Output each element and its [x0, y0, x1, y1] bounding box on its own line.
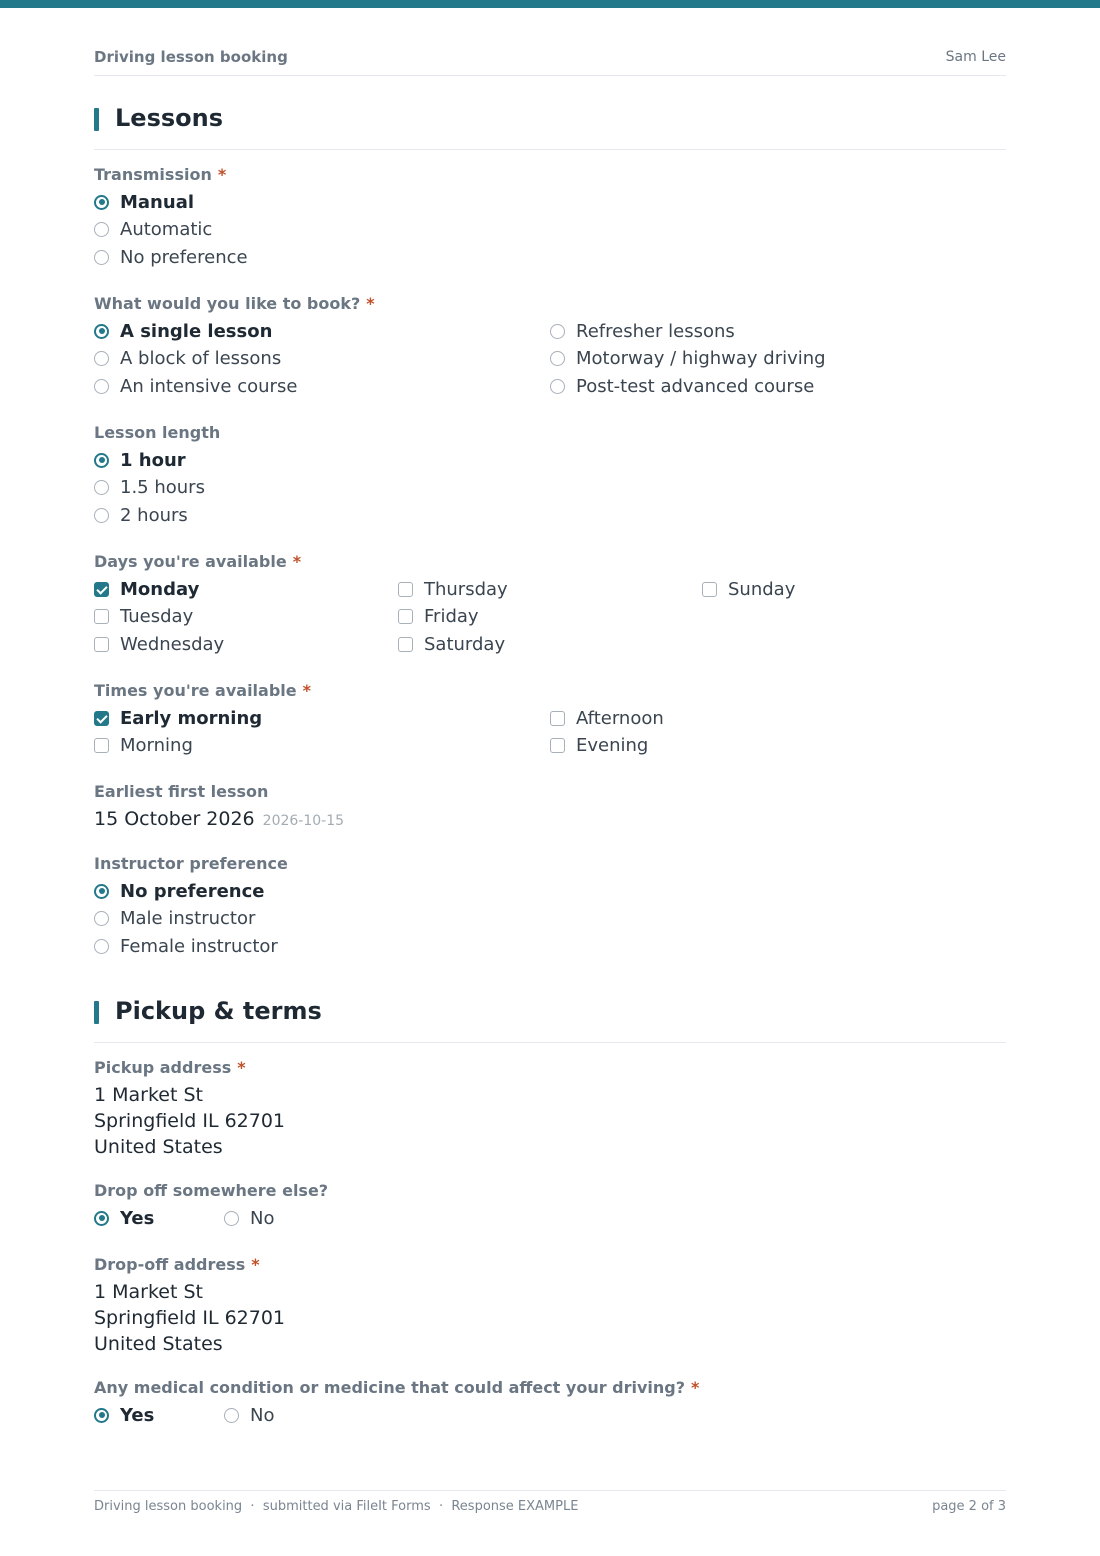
required-marker: *	[237, 1058, 246, 1077]
times-label: Times you're available *	[94, 681, 311, 700]
radio-icon	[94, 379, 109, 394]
transmission-option-no-preference[interactable]: No preference	[94, 245, 248, 269]
checkbox-icon	[398, 637, 413, 652]
section-pickup-terms	[94, 997, 1006, 1043]
medical-option-yes[interactable]: Yes	[94, 1403, 154, 1427]
checkbox-icon	[550, 711, 565, 726]
days-label: Days you're available *	[94, 552, 302, 571]
section-marker	[94, 108, 99, 131]
booking-option-refresher[interactable]: Refresher lessons	[550, 319, 735, 343]
user-name: Sam Lee	[945, 49, 1006, 65]
checkbox-icon	[398, 582, 413, 597]
booking-option-motorway[interactable]: Motorway / highway driving	[550, 346, 826, 370]
required-marker: *	[251, 1255, 260, 1274]
radio-icon	[94, 222, 109, 237]
time-option-evening[interactable]: Evening	[550, 733, 648, 757]
pickup-address-line: United States	[94, 1136, 223, 1158]
instructor-label: Instructor preference	[94, 854, 288, 873]
radio-selected-icon	[94, 453, 109, 468]
page-header	[94, 48, 1006, 76]
checkbox-icon	[94, 637, 109, 652]
booking-option-block[interactable]: A block of lessons	[94, 346, 281, 370]
required-marker: *	[302, 681, 311, 700]
day-option-sunday[interactable]: Sunday	[702, 577, 795, 601]
checkbox-checked-icon	[94, 711, 109, 726]
radio-icon	[94, 351, 109, 366]
section-lessons	[94, 104, 1006, 150]
checkbox-icon	[702, 582, 717, 597]
transmission-option-manual[interactable]: Manual	[94, 190, 194, 214]
day-option-tuesday[interactable]: Tuesday	[94, 604, 193, 628]
earliest-lesson-label: Earliest first lesson	[94, 782, 269, 801]
top-accent-bar	[0, 0, 1100, 8]
radio-icon	[550, 379, 565, 394]
instructor-option-male[interactable]: Male instructor	[94, 906, 255, 930]
form-title: Driving lesson booking	[94, 48, 288, 66]
radio-icon	[550, 351, 565, 366]
dropoff-address-line: Springfield IL 62701	[94, 1307, 286, 1329]
required-marker: *	[366, 294, 375, 313]
pickup-address-line: 1 Market St	[94, 1084, 203, 1106]
drop-off-elsewhere-label: Drop off somewhere else?	[94, 1181, 329, 1200]
radio-selected-icon	[94, 195, 109, 210]
radio-selected-icon	[94, 884, 109, 899]
pickup-address-label: Pickup address *	[94, 1058, 246, 1077]
dropoff-address-line: 1 Market St	[94, 1281, 203, 1303]
radio-selected-icon	[94, 1211, 109, 1226]
day-option-wednesday[interactable]: Wednesday	[94, 632, 224, 656]
lesson-length-label: Lesson length	[94, 423, 221, 442]
checkbox-icon	[94, 609, 109, 624]
transmission-option-automatic[interactable]: Automatic	[94, 217, 212, 241]
required-marker: *	[217, 165, 227, 184]
checkbox-icon	[398, 609, 413, 624]
drop-off-option-no[interactable]: No	[224, 1206, 274, 1230]
transmission-label: Transmission *	[94, 165, 227, 184]
checkbox-icon	[550, 738, 565, 753]
section-title: Pickup & terms	[115, 997, 322, 1025]
time-option-afternoon[interactable]: Afternoon	[550, 706, 664, 730]
page-footer	[94, 1490, 1006, 1520]
medical-option-no[interactable]: No	[224, 1403, 274, 1427]
day-option-saturday[interactable]: Saturday	[398, 632, 505, 656]
drop-off-option-yes[interactable]: Yes	[94, 1206, 154, 1230]
booking-option-intensive[interactable]: An intensive course	[94, 374, 297, 398]
instructor-option-female[interactable]: Female instructor	[94, 934, 278, 958]
radio-icon	[94, 508, 109, 523]
length-option-2h[interactable]: 2 hours	[94, 503, 188, 527]
radio-icon	[94, 939, 109, 954]
radio-icon	[94, 911, 109, 926]
radio-icon	[224, 1211, 239, 1226]
section-title: Lessons	[115, 104, 223, 132]
radio-icon	[550, 324, 565, 339]
required-marker: *	[691, 1378, 700, 1397]
time-option-early-morning[interactable]: Early morning	[94, 706, 262, 730]
radio-icon	[94, 250, 109, 265]
footer-info: Driving lesson booking · submitted via FileIt Forms · Response EXAMPLE	[94, 1499, 579, 1514]
checkbox-checked-icon	[94, 582, 109, 597]
time-option-morning[interactable]: Morning	[94, 733, 193, 757]
day-option-thursday[interactable]: Thursday	[398, 577, 508, 601]
radio-icon	[94, 480, 109, 495]
dropoff-address-line: United States	[94, 1333, 223, 1355]
booking-option-post-test[interactable]: Post-test advanced course	[550, 374, 814, 398]
page-number: page 2 of 3	[932, 1499, 1006, 1514]
earliest-lesson-iso: 2026-10-15	[262, 813, 345, 829]
booking-type-label: What would you like to book? *	[94, 294, 375, 313]
section-marker	[94, 1001, 99, 1024]
radio-icon	[224, 1408, 239, 1423]
earliest-lesson-value: 15 October 2026 2026-10-15	[94, 808, 345, 830]
instructor-option-no-preference[interactable]: No preference	[94, 879, 264, 903]
checkbox-icon	[94, 738, 109, 753]
medical-label: Any medical condition or medicine that could affect your driving? *	[94, 1378, 700, 1397]
radio-selected-icon	[94, 1408, 109, 1423]
length-option-1-5h[interactable]: 1.5 hours	[94, 475, 205, 499]
required-marker: *	[292, 552, 302, 571]
pickup-address-line: Springfield IL 62701	[94, 1110, 286, 1132]
day-option-friday[interactable]: Friday	[398, 604, 479, 628]
length-option-1h[interactable]: 1 hour	[94, 448, 186, 472]
radio-selected-icon	[94, 324, 109, 339]
booking-option-single[interactable]: A single lesson	[94, 319, 272, 343]
day-option-monday[interactable]: Monday	[94, 577, 199, 601]
dropoff-address-label: Drop-off address *	[94, 1255, 260, 1274]
